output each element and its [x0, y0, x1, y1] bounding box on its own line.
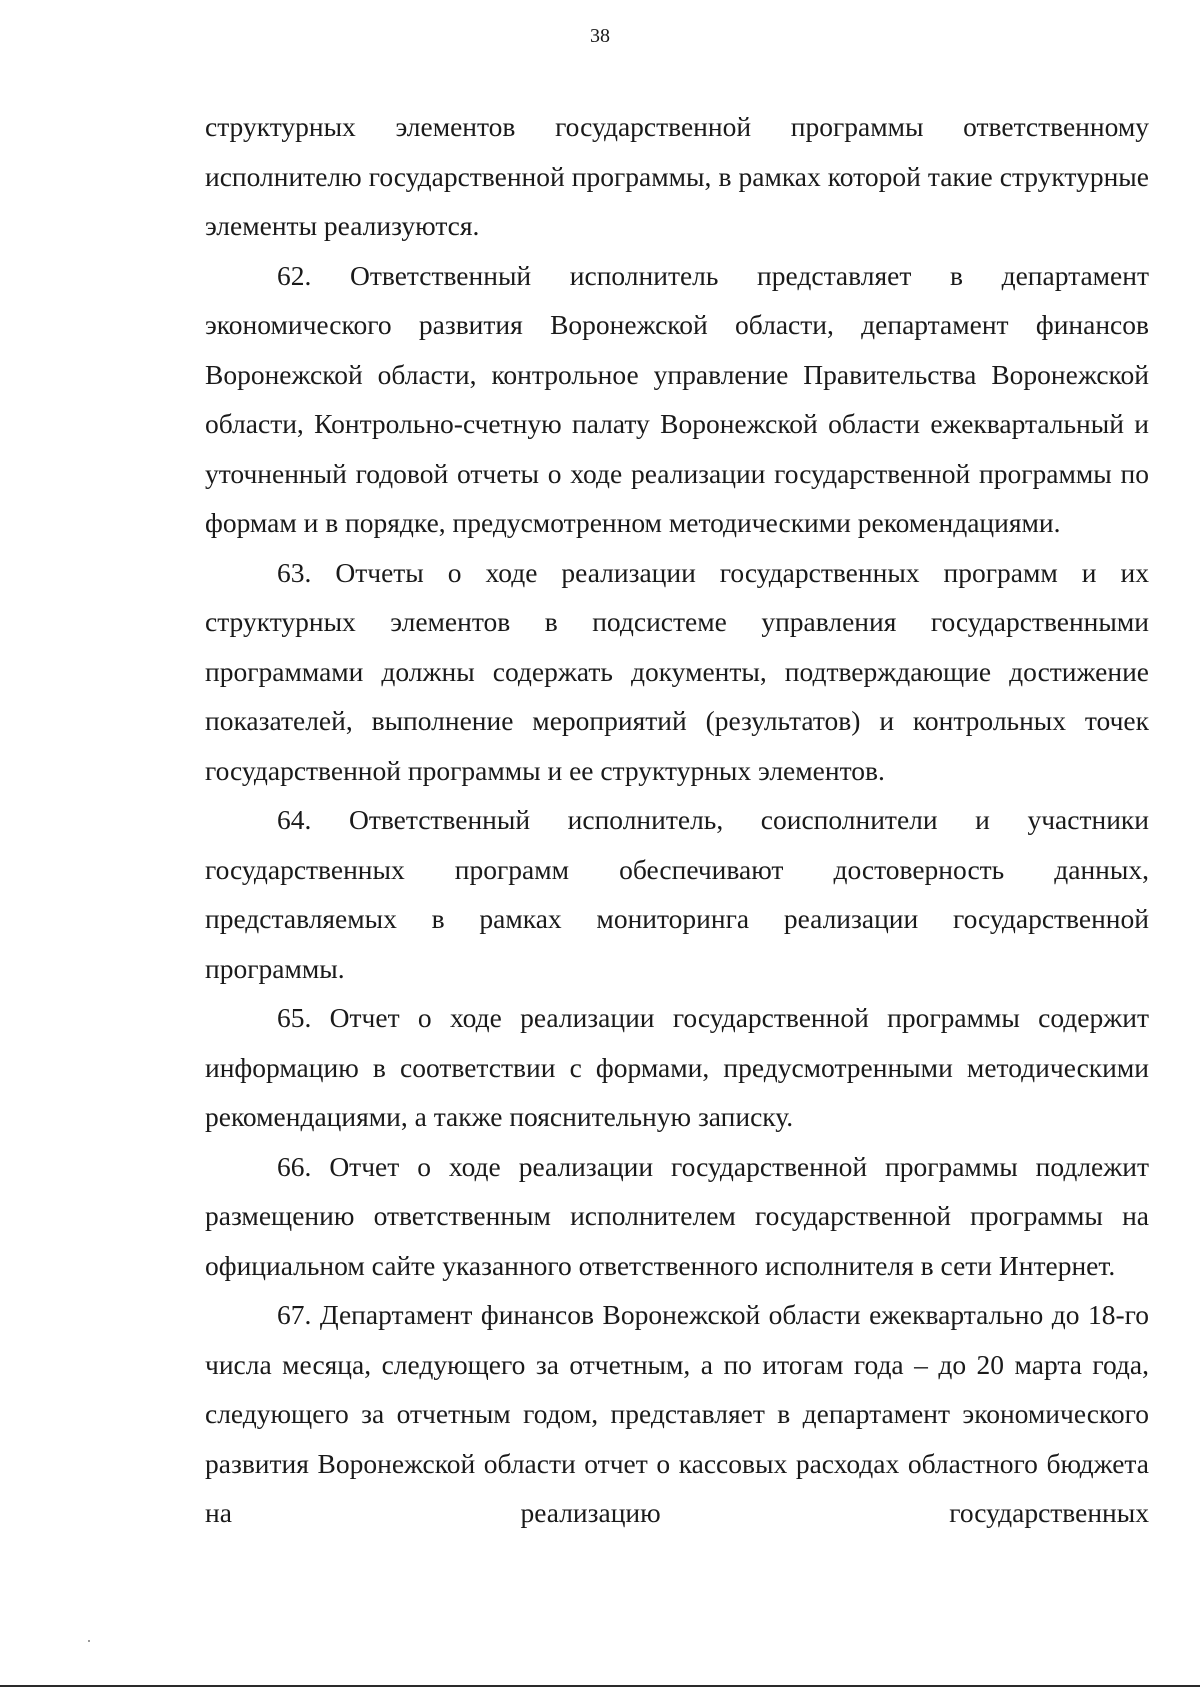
paragraph-continuation: структурных элементов государственной программы ответственному исполнителю государственной программы, в рамках которой такие структурные элементы реализуются.: [205, 111, 1149, 241]
page-number: 38: [590, 25, 610, 47]
paragraph-66: 66. Отчет о ходе реализации государственной программы подлежит размещению ответственным исполнителем государственной программы на официальном сайте указанного ответственного исполнителя в сети Интернет.: [205, 1150, 1149, 1281]
bottom-rule: [0, 1685, 1200, 1687]
paragraph-67: 67. Департамент финансов Воронежской области ежеквартально до 18-го числа месяца, следующего за отчетным, а по итогам года – до 20 марта года, следующего за отчетным годом, представляет в департамент экономического развития Воронежской области отчет о кассовых расходах областного бюджета на реализацию государственных: [205, 1299, 1149, 1528]
paragraph-64: 64. Ответственный исполнитель, соисполнители и участники государственных программ обеспечивают достоверность данных, представляемых в рамках мониторинга реализации государственной программы.: [205, 804, 1149, 984]
paragraph-65: 65. Отчет о ходе реализации государственной программы содержит информацию в соответствии с формами, предусмотренными методическими рекомендациями, а также пояснительную записку.: [205, 1002, 1149, 1132]
document-body: [205, 102, 1149, 1538]
paragraph-62: 62. Ответственный исполнитель представляет в департамент экономического развития Воронежской области, департамент финансов Воронежской области, контрольное управление Правительства Воронежской области, Контрольно-счетную палату Воронежской области ежеквартальный и уточненный годовой отчеты о ходе реализации государственной программы по формам и в порядке, предусмотренном методическими рекомендациями.: [205, 259, 1149, 538]
paragraph-63: 63. Отчеты о ходе реализации государственных программ и их структурных элементов в подсистеме управления государственными программами должны содержать документы, подтверждающие достижение показателей, выполнение мероприятий (результатов) и контрольных точек государственной программы и ее структурных элементов.: [205, 556, 1149, 786]
scan-speck: [88, 1640, 90, 1642]
